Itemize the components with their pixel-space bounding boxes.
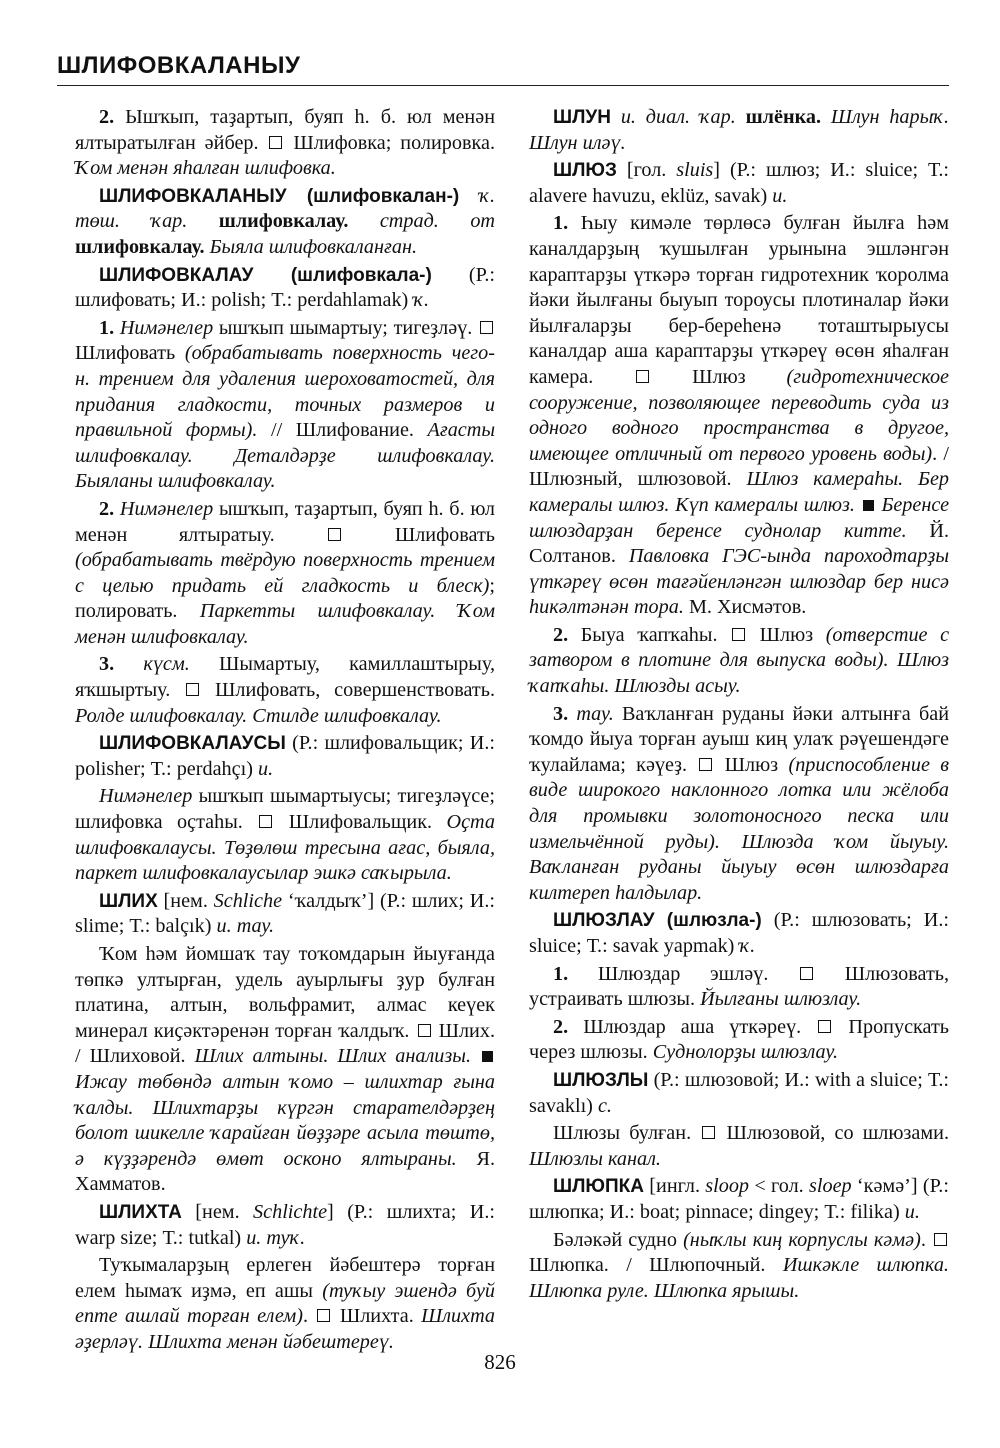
italic-text: Шлюз камераһы. Бер камералы шлюз. Күп камералы шлюз. xyxy=(529,468,950,516)
text-run: Й. Солтанов. xyxy=(529,519,949,568)
text-run: Һыу кимәле төрлөсә булған йылға һәм каналдарҙың ҡушылған урынына эшләнгән караптарҙы үткәрә торған гидротехник ҡоролма йәки йылғаны быуып тороусы плотиналар йәки йылғаларҙы бер-береһенә тоташтырыусы каналдар аша караптарҙы үткәреү өсөн яһалған камера. xyxy=(529,212,950,388)
right-column xyxy=(529,105,949,1306)
headword: ШЛИФОВКАЛАНЫУ (шлифовкалан-) xyxy=(99,185,460,207)
italic-text: Беренсе шлюздарҙан беренсе суднолар китте. xyxy=(529,493,950,542)
text-run: Шлюз xyxy=(747,623,826,646)
open-square-icon xyxy=(186,683,199,696)
open-square-icon xyxy=(818,1020,831,1033)
italic-text: Нимәнелер xyxy=(119,316,214,339)
headword: ШЛИХ xyxy=(99,890,158,912)
italic-text: ҡ. төш. ҡар. xyxy=(75,184,495,233)
text-run: ышҡып, таҙартып, буяп һ. б. юл менән ялтыратыу. xyxy=(75,497,496,546)
italic-text: Шлун һарыҡ. Шлун иләү. xyxy=(529,106,949,154)
headword: ШЛУН xyxy=(553,107,611,128)
italic-text: Ишкәкле шлюпка. Шлюпка руле. Шлюпка ярышы. xyxy=(529,1254,949,1302)
headword: ШЛЮПКА xyxy=(553,1176,644,1198)
italic-text: (гидротехническое сооружение, позволяющее переводить суда из одного водного пространства в другое, имеющее отличный от первого уровень воды) xyxy=(529,365,949,465)
dictionary-paragraph xyxy=(529,702,949,907)
text-run: Шымартыу, камиллаштырыу, яҡшыртыу. xyxy=(75,653,495,702)
italic-text: Шлюзлы канал. xyxy=(529,1147,661,1170)
open-square-icon xyxy=(732,628,745,641)
open-square-icon xyxy=(317,1309,330,1322)
italic-text: Шлих алтыны. Шлих анализы. xyxy=(194,1045,471,1068)
dictionary-paragraph xyxy=(75,784,495,886)
sense-number: 2. xyxy=(553,623,581,646)
italic-text: (обрабатывать поверхность чего-н. трением для удаления шероховатостей, для придания гладкости, точных размеров и правильной формы). xyxy=(75,342,495,442)
dictionary-paragraph xyxy=(75,184,495,261)
dictionary-paragraph xyxy=(75,1253,495,1355)
dictionary-paragraph xyxy=(75,497,495,651)
text-run: ‘ҡалдыҡ’] (Р.: шлих; И.: slime; Т.: balçık) xyxy=(75,889,495,938)
dictionary-paragraph xyxy=(529,105,949,156)
text-run: ; полировать. xyxy=(75,574,495,623)
sense-number: шлёнка. xyxy=(745,106,822,128)
text-run: Шлифовать, совершенствовать. xyxy=(201,679,495,702)
headword: ШЛЮЗ xyxy=(553,160,617,182)
open-square-icon xyxy=(934,1233,947,1246)
italic-text: (обрабатывать твёрдую поверхность трением с целью придать ей гладкость и блеск) xyxy=(75,549,495,597)
headword: ШЛИФОВКАЛАУСЫ xyxy=(99,733,286,755)
dictionary-paragraph xyxy=(529,1121,949,1172)
italic-text: с. xyxy=(597,1094,612,1117)
headword: ШЛЮЗЛЫ xyxy=(553,1069,649,1091)
text-run: Шлюзовой, со шлюзами. xyxy=(717,1122,949,1145)
italic-text: и. xyxy=(257,757,274,780)
italic-text: Нимәнелер xyxy=(119,497,214,520)
text-run: Ышҡып, таҙартып, буяп һ. б. юл менән ялтыратылған әйбер. xyxy=(75,106,495,154)
italic-text: sluis xyxy=(676,159,714,182)
text-run: ] (Р.: шлихта; И.: warp size; Т.: tutkal) xyxy=(75,1200,495,1249)
open-square-icon xyxy=(702,1126,715,1139)
text-run: М. Хисмәтов. xyxy=(683,596,807,619)
dictionary-paragraph xyxy=(529,962,949,1013)
italic-text: Йылғаны шлюзлау. xyxy=(700,988,862,1011)
dictionary-paragraph xyxy=(75,731,495,782)
text-run: Ҡом һәм йомшаҡ тау тоҡомдарын йыуғанда төпкә ултырған, удель ауырлығы ҙур булған платина, алтын, вольфрамит, алмас кеүек минерал киҫәктәренән торған ҡалдыҡ. xyxy=(75,943,495,1042)
text-run: Ваҡланған руданы йәки алтынға бай ҡомдо йыуа торған ауыш киң улаҡ рәүешендәге ҡулайлама; кәүеҙ. xyxy=(529,702,949,776)
italic-text: Schlichte xyxy=(253,1200,328,1223)
headword: ШЛИХТА xyxy=(99,1201,182,1223)
text-run: Шлифовать xyxy=(343,523,495,546)
italic-text: Павловка ГЭС-ында пароходтарҙы үткәреү өсөн тағәйенләнгән шлюздар бер нисә һикәлтәнән тора. xyxy=(529,545,949,619)
text-run: Шлюпка. / Шлюпочный. xyxy=(529,1254,783,1277)
text-run: . xyxy=(302,1305,316,1328)
left-column xyxy=(75,105,495,1358)
italic-text: Быяла шлифовкаланған. xyxy=(204,235,418,258)
text-run: Шлюзы булған. xyxy=(553,1122,701,1145)
sense-number: 3. xyxy=(99,653,144,676)
text-run: [нем. xyxy=(181,1200,254,1223)
dictionary-paragraph xyxy=(529,908,949,959)
text-run: (Р.: шлюзовой; И.: with a sluice; Т.: savaklı) xyxy=(529,1068,949,1117)
open-square-icon xyxy=(800,967,813,980)
text-run: . / Шлюзный, шлюзовой. xyxy=(529,442,949,491)
text-run: Пропускать через шлюзы. xyxy=(529,1015,949,1064)
italic-text: и. тау. xyxy=(216,915,275,938)
italic-text: (отверстие с затвором в плотине для выпуска воды). Шлюз ҡапҡаһы. Шлюзды асыу. xyxy=(529,623,950,698)
text-run: (Р.: шлифовальщик; И.: polisher; Т.: perdahçı) xyxy=(75,732,495,780)
italic-text: Шлихта әҙерләү. Шлихта менән йәбештереү. xyxy=(75,1305,495,1353)
dictionary-paragraph xyxy=(529,1015,949,1066)
text-run: Шлих. / Шлиховой. xyxy=(75,1019,495,1068)
italic-text: Ижау төбөндә алтын ҡомо – шлихтар ғына ҡалды. Шлихтарҙы күргән старателдәрҙең болот шикелле ҡарайған йөҙҙәре асыла төштө, ә күҙҙәрендә өмөт осконо ялтыраны. xyxy=(75,1070,495,1170)
italic-text: (приспособление в виде широкого наклонного лотка или жёлоба для промывки золотоносного песка или измельчённой руды). Шлюзда ҡом йыуыу. Ваҡланған руданы йыуыу өсөн шлюздарға килтереп һалдылар. xyxy=(529,753,949,904)
dictionary-paragraph xyxy=(529,623,949,700)
text-run: < гол. xyxy=(749,1175,810,1198)
italic-text: Паркетты шлифовкалау. Ҡом менән шлифовкалау. xyxy=(75,600,495,648)
text-run: Быуа ҡапҡаһы. xyxy=(580,623,731,646)
text-run: Шлюзовать, устраивать шлюзы. xyxy=(529,962,950,1011)
open-square-icon xyxy=(259,815,272,828)
sense-number: 3. xyxy=(553,702,577,725)
text-run: (Р.: шлюзовать; И.: sluice; Т.: savak yapmak) xyxy=(529,909,949,957)
italic-text: и. xyxy=(904,1200,920,1223)
text-run: Шлихта. xyxy=(332,1305,422,1328)
text-run: Шлифовать xyxy=(75,342,185,365)
page-number: 826 xyxy=(484,1350,516,1374)
italic-text: (туҡыу эшендә буй епте ашлай торған елем) xyxy=(75,1279,495,1328)
header-rule xyxy=(57,85,949,86)
filled-square-icon xyxy=(863,500,874,511)
text-run: . xyxy=(920,1228,933,1251)
headword: ШЛЮЗЛАУ (шлюзла-) xyxy=(553,910,762,932)
sense-number: 1. xyxy=(99,316,120,339)
open-square-icon xyxy=(699,758,712,771)
text-run: [гол. xyxy=(616,159,677,182)
italic-text: страд. от xyxy=(348,210,495,233)
italic-text: Нимәнелер xyxy=(99,785,193,808)
italic-text: и. диал. ҡар. xyxy=(610,106,746,128)
dictionary-paragraph xyxy=(75,316,495,495)
italic-text: Ролде шлифовкалау. Стилде шлифовкалау. xyxy=(75,704,442,727)
italic-text: тау. xyxy=(576,702,614,725)
italic-text: (ныҡлы киң корпуслы кәмә) xyxy=(683,1228,921,1251)
italic-text: Оҫта шлифовкалаусы. Төҙөлөш тресына ағас, быяла, паркет шлифовкалаусылар эшкә саҡырыла. xyxy=(75,811,495,885)
sense-number: 1. xyxy=(553,212,581,235)
open-square-icon xyxy=(269,136,282,149)
italic-text: күсм. xyxy=(143,653,190,676)
text-run: [нем. xyxy=(157,889,214,912)
text-run: Бәләкәй судно xyxy=(553,1228,684,1251)
dictionary-paragraph xyxy=(529,211,949,621)
running-head: ШЛИФОВКАЛАНЫУ xyxy=(57,52,301,79)
text-run: Шлифовка; полировка. xyxy=(284,131,495,154)
text-run: ‘кәмә’] (Р.: шлюпка; И.: boat; pinnace; dingey; Т.: filika) xyxy=(529,1175,949,1223)
sense-number: шлифовкалау. xyxy=(218,210,349,233)
dictionary-paragraph xyxy=(75,263,495,314)
italic-text: sloop xyxy=(705,1175,750,1198)
italic-text: и. xyxy=(772,184,788,207)
dictionary-paragraph xyxy=(75,942,495,1198)
text-run: ] (Р.: шлюз; И.: sluice; Т.: alavere havuzu, eklüz, savak) xyxy=(529,159,950,207)
italic-text: ҡ. xyxy=(413,289,430,312)
italic-text: sloep xyxy=(809,1175,852,1198)
dictionary-paragraph xyxy=(75,1200,495,1251)
dictionary-paragraph xyxy=(75,652,495,729)
text-run: [ингл. xyxy=(644,1175,706,1198)
italic-text: и. туҡ. xyxy=(246,1226,306,1249)
sense-number: 2. xyxy=(99,106,126,128)
dictionary-paragraph xyxy=(529,1174,949,1225)
italic-text: Ҡом менән яһалған шлифовка. xyxy=(75,157,336,180)
sense-number: 2. xyxy=(99,497,120,520)
headword: ШЛИФОВКАЛАУ (шлифовкала-) xyxy=(99,264,432,286)
text-run xyxy=(855,494,861,516)
text-run: Шлюздар эшләү. xyxy=(597,962,799,985)
text-run: Туҡымаларҙың ерлеген йәбештерә торған елем һымаҡ иҙмә, еп ашы xyxy=(75,1254,495,1302)
sense-number: шлифовкалау. xyxy=(75,235,205,258)
open-square-icon xyxy=(636,370,649,383)
sense-number: 1. xyxy=(553,962,598,985)
dictionary-paragraph xyxy=(529,1068,949,1119)
italic-text: Ағасты шлифовкалау. Деталдәрҙе шлифовкалау. Быяланы шлифовкалау. xyxy=(75,419,495,493)
dictionary-paragraph xyxy=(529,158,949,209)
text-run xyxy=(471,1045,480,1067)
text-run: Шлюздар аша үткәреү. xyxy=(583,1015,817,1038)
sense-number: 2. xyxy=(553,1015,584,1038)
filled-square-icon xyxy=(482,1051,493,1062)
open-square-icon xyxy=(418,1024,431,1037)
open-square-icon xyxy=(328,528,341,541)
text-run: Я. Хамматов. xyxy=(75,1147,496,1196)
text-run: ышҡып шымартыу; тигеҙләү. xyxy=(213,316,478,339)
dictionary-paragraph xyxy=(75,105,495,182)
italic-text: Суднолорҙы шлюзлау. xyxy=(652,1041,839,1064)
dictionary-paragraph xyxy=(75,889,495,940)
open-square-icon xyxy=(480,321,493,334)
text-run: Шлюз xyxy=(651,365,787,388)
text-run: // Шлифование. xyxy=(257,419,428,442)
text-run: (Р.: шлифовать; И.: polish; Т.: perdahlamak) xyxy=(75,263,495,312)
text-run: Шлюз xyxy=(714,753,789,776)
text-run: Шлифовальщик. xyxy=(274,811,447,834)
italic-text: Schliche xyxy=(213,889,283,912)
dictionary-paragraph xyxy=(529,1228,949,1305)
italic-text: ҡ. xyxy=(739,935,756,957)
text-run: ышҡып шымартыусы; тигеҙләүсе; шлифовка оҫтаһы. xyxy=(75,785,495,834)
